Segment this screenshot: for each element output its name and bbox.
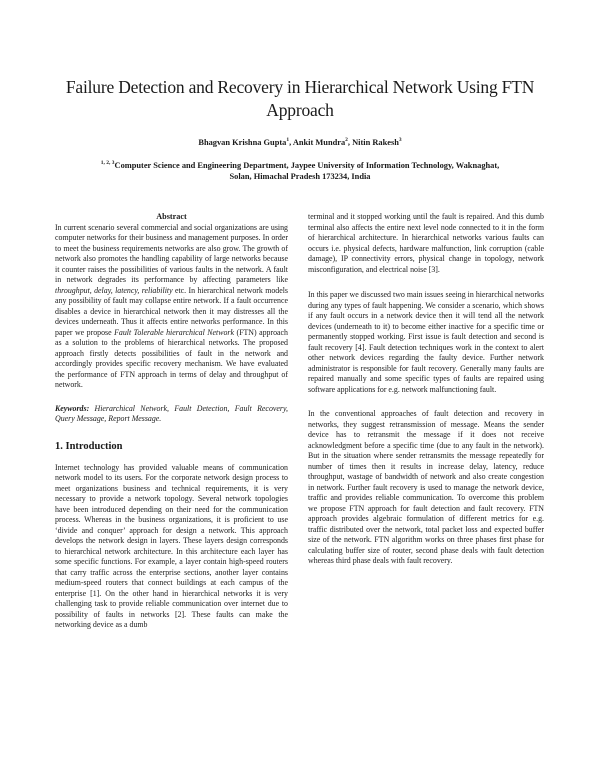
- abstract-body: [55, 223, 288, 391]
- keywords-text: Hierarchical Network, Fault Detection, Fault Recovery, Query Message, Report Message.: [55, 403, 288, 423]
- abstract-text-1: In current scenario several commercial and social organizations are using computer networks for their business and management purposes. In order to meet the business requirements networks are also grow. The growth of network also promotes the handling capability of large networks because it counter raises the possibilities of various faults in the network. A fault in network degrades its performance by affecting parameters like: [55, 222, 288, 284]
- author-sup: 2: [345, 137, 348, 144]
- keywords: [55, 404, 288, 425]
- abstract-text-3: (FTN) approach as a solution to the problems of hierarchical networks. The proposed approach firstly detects possibilities of fault in the network and accordingly provides specific recovery mechanism. We have evaluated the performance of FTN approach in terms of delay and throughput of network.: [55, 327, 288, 389]
- author-name: Bhagvan Krishna Gupta: [198, 138, 287, 147]
- affiliation-line-2: Solan, Himachal Pradesh 173234, India: [229, 172, 371, 181]
- abstract-heading: Abstract: [156, 212, 187, 221]
- paragraph-issues: In this paper we discussed two main issues seeing in hierarchical networks during any types of fault happening. We consider a scenario, which shows if any fault occurs in a network device then it will tend all the network devices (underneath to it) to become either inactive for a specific time or permanently stopped working. First issue is fault detection and second is fault recovery [4]. Fault detection techniques work in the context to alert other network devices regarding the faulty device. Further network administrator is responsible for fault recovery. Generally many faults are repaired manually and some specific types of faults are repaired using software applications for e.g. network malfunctioning fault.: [308, 290, 544, 394]
- author-line: Bhagvan Krishna Gupta$^1$, Ankit Mundra$^2$, Nitin Rakesh$^3$: [198, 137, 402, 147]
- affiliation: [40, 160, 560, 182]
- right-column: [308, 212, 544, 567]
- abstract-ftn-term: Fault Tolerable hierarchical Network: [114, 327, 234, 337]
- introduction-section: [55, 463, 288, 631]
- affiliation-line-1: Computer Science and Engineering Department, Jaypee University of Information Technology, Waknaghat,: [114, 161, 500, 170]
- author-name: Ankit Mundra: [292, 138, 346, 147]
- abstract-params: throughput, delay, latency, reliability: [55, 285, 173, 295]
- keywords-label: Keywords:: [55, 403, 90, 413]
- paragraph-approaches: In the conventional approaches of fault detection and recovery in networks, they suggest retransmission of message. Means the sender device has to retransmit the message if it does not receive acknowledgment before a specific time (due to any fault in the network). But in the situation where sender retransmits the message repeatedly for number of times then it results in increase delay, latency, reduce throughput, wastage of bandwidth of network and also create congestion in network. Further fault recovery is used to manage the network device, traffic and provides reliable communication. To overcome this problem we propose FTN approach for fault detection and fault recovery. FTN approach provides algebraic formulation of different metrics for e.g. traffic distributed over the network, total packet loss and expected buffer size of the network. FTN algorithm works on three phases first phase for calculating buffer size of router, second phase deals with fault detection whereas third phase deals with fault recovery.: [308, 409, 544, 565]
- affiliation-sup: 1, 2, 3: [100, 160, 115, 167]
- author-name: Nitin Rakesh: [352, 138, 399, 147]
- paragraph-continued: terminal and it stopped working until the fault is repaired. And this dumb terminal also affects the entire next level node connected to it in the form of hierarchical architecture. In hierarchical networks various faults can occurs i.e. physical defects, hardware malfunction, link corruption (cable damage), IP connectivity errors, physical change in topology, network misconfiguration, and electrical noise [3].: [308, 212, 544, 274]
- author-sup: 3: [398, 137, 402, 144]
- left-column: [55, 212, 288, 631]
- section-heading-introduction: 1. Introduction: [55, 440, 123, 452]
- paper-title: Failure Detection and Recovery in Hierarchical Network Using FTN Approach: [65, 77, 535, 120]
- introduction-body: Internet technology has provided valuable means of communication network model to its users. For the corporate network design process to meet organizations business and technical requirements, it is very necessary to provide a network topology. Several network topologies have been introduced depending on their need for the communication process. Whereas in the business organizations, it is proficient to use ‘divide and conquer’ approach for design a network. This approach develops the network design in layers. These layers design corresponds to hierarchical network architecture. In this architecture each layer has some specific functions. For example, a layer contain high-speed routers that carry traffic across the enterprise sections, another layer contains medium-speed routers that connect buildings at each campus of the enterprise [1]. On the other hand in hierarchical networks it is very challenging task to provide reliable communication over internet due to possibility of faults in networks [2]. These faults can make the networking device as a dumb: [55, 462, 288, 629]
- author-sup: 1: [286, 137, 290, 144]
- abstract-text-2: etc. In hierarchical network models any possibility of fault may collapse entire network. If a fault occurrence disables a device in hierarchical network then it may distresses all the devices underneath. Thus it affects entire networks performance. In this paper we propose: [55, 285, 288, 337]
